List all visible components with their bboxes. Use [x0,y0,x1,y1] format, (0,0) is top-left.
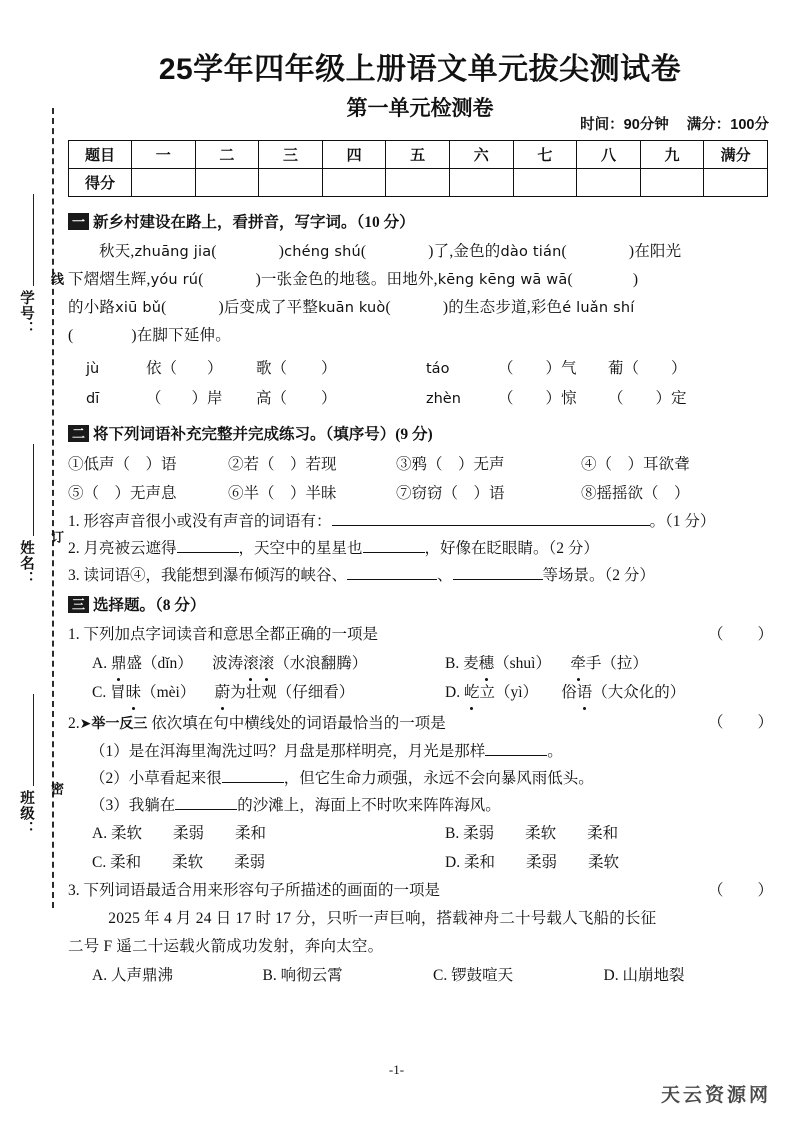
section-heading-1 [68,210,774,236]
cloze-text: 的小路 [68,299,116,316]
score-table-score-label: 得分 [69,169,132,197]
option-c[interactable]: C. 柔和 柔软 柔弱 [92,854,266,871]
option-b[interactable]: B. 麦穗（shuì） 牵手（拉） [445,649,648,678]
answer-blank[interactable] [453,579,543,580]
section-points-1: （10 分） [356,214,415,231]
answer-blank[interactable] [347,579,437,580]
score-table-col-5: 五 [386,141,450,169]
section-3-q2-options-row-1 [68,819,774,848]
paren-open: ( [360,243,367,260]
seal-word-bind: 订 [49,530,64,543]
section-3-q1-options-row-2 [68,678,774,707]
score-table-col-total: 满分 [704,141,768,169]
char-an-blank: （ ）岸 [146,390,223,407]
paren-open: ( [561,243,567,260]
score-cell-9[interactable] [640,169,704,197]
score-table-col-6: 六 [449,141,513,169]
question-points: 等场景。（2 分） [542,567,655,584]
pinyin-chengshu: chéng shú [284,244,361,260]
sentence-text: 。 [547,743,563,760]
seal-word-seal: 密 [49,782,64,795]
paren-close: ) [632,271,639,288]
page-subtitle: 第一单元检测卷 [346,97,494,120]
paren-open: ( [68,327,74,344]
section-2-question-1 [68,508,774,535]
score-cell-1[interactable] [132,169,196,197]
pinyin-row-1 [68,354,774,384]
page-number: -1- [388,1062,405,1077]
cloze-text: )了,金色的 [428,243,501,260]
char-yi-blank: 依（ ） [146,360,223,377]
option-c[interactable]: C. 锣鼓喧天 [433,967,514,984]
section-3-question-2-stem [68,709,774,738]
char-ding-blank: （ ）定 [608,390,687,407]
paren-open: ( [385,299,391,316]
section-3-question-1-stem [68,621,774,649]
score-table-col-8: 八 [577,141,641,169]
sentence-text: （1）是在洱海里淘洗过吗？月盘是那样明亮，月光是那样 [90,743,486,760]
exam-total-score: 满分：100分 [686,117,769,133]
seal-field-class [16,690,50,837]
paren-open: ( [198,271,204,288]
question-text: 3. 下列词语最适合用来形容句子所描述的画面的一项是 [68,882,441,899]
section-heading-3 [68,593,774,619]
paren-open: ( [161,299,167,316]
question-text: ，天空中的星星也 [238,540,363,557]
idiom-7[interactable]: ⑦窃窃（ ）语 [396,485,505,502]
score-cell-4[interactable] [322,169,386,197]
section-title-3: 选择题。 [93,597,156,614]
sentence-text: 的沙滩上，海面上不时吹来阵阵海风。 [237,797,501,814]
question-text: 1. 下列加点字词读音和意思全都正确的一项是 [68,626,379,643]
exam-time: 时间：90分钟 [580,117,669,133]
idiom-4[interactable]: ④（ ）耳欲聋 [581,456,690,473]
seal-label-class: 班级： [18,790,34,837]
sentence-text: ，但它生命力顽强，永远不会向暴风雨低头。 [283,770,594,787]
answer-blank[interactable] [177,552,239,553]
section-3-q2-sentence-2 [68,765,774,792]
option-d[interactable]: D. 屹立（yì） 俗语（大众化的） [445,678,685,707]
section-3-q2-sentence-3 [68,792,774,819]
score-table-col-3: 三 [259,141,323,169]
score-table-col-1: 一 [132,141,196,169]
sentence-text: （3）我躺在 [90,797,176,814]
option-d[interactable]: D. 山崩地裂 [603,967,685,984]
pinyin-zhen: zhèn [426,391,461,407]
section-3-q3-passage-line-1: 2025 年 4 月 24 日 17 时 17 分，只听一声巨响，搭载神舟二十号载人飞船的长征 [108,910,657,927]
score-cell-6[interactable] [449,169,513,197]
exam-content [68,210,774,990]
option-b[interactable]: B. 柔弱 柔软 柔和 [445,825,619,842]
score-table-header-label: 题目 [69,141,132,169]
score-table-col-9: 九 [640,141,704,169]
pinyin-ju: jù [86,361,100,377]
question-text: 1. 形容声音很小或没有声音的词语有： [68,513,332,530]
jyfs-badge-icon: ➤举一反三 [79,715,148,731]
cloze-text: )后变成了平整 [218,299,319,316]
score-cell-7[interactable] [513,169,577,197]
idiom-3[interactable]: ③鸦（ ）无声 [396,456,505,473]
section-2-question-3 [68,562,774,589]
answer-blank[interactable] [485,755,547,756]
score-cell-8[interactable] [577,169,641,197]
section-1-cloze-paragraph-4 [68,322,774,350]
pinyin-kengkengwawa: kēng kēng wā wā [437,272,568,288]
paren-open: ( [211,243,217,260]
question-points: 。（1 分） [649,513,716,530]
section-number-badge-2: 二 [68,425,89,442]
pinyin-di: dī [86,391,100,407]
pinyin-kuankuo: kuān kuò [318,300,386,316]
seal-rule-2 [33,444,34,536]
seal-rule-1 [33,194,34,286]
section-3-q3-passage-line-2: 二号 F 遥二十运载火箭成功发射，奔向太空。 [68,938,384,955]
option-c[interactable]: C. 冒昧（mèi） 蔚为壮观（仔细看） [92,678,445,707]
option-a[interactable]: A. 柔软 柔弱 柔和 [92,825,266,842]
page-title: 25学年四年级上册语文单元拔尖测试卷 [158,53,682,86]
pinyin-xiubu: xiū bǔ [115,300,162,316]
char-gao-blank: 高（ ） [256,390,337,407]
score-table [68,140,768,197]
score-table-col-2: 二 [195,141,259,169]
seal-field-name [16,440,50,587]
section-3-q2-sentence-1 [68,738,774,765]
pinyin-row-2 [68,384,774,414]
option-a[interactable]: A. 人声鼎沸 [92,967,173,984]
cloze-text: )一张金色的地毯。田地外, [255,271,438,288]
question-points: ，好像在眨眼睛。（2 分） [424,540,599,557]
seal-rule-3 [33,694,34,786]
answer-blank[interactable] [363,552,425,553]
answer-parentheses[interactable]: （ ） [707,882,774,899]
seal-word-line: 线 [49,272,64,285]
section-3-q1-options-row-1 [68,649,774,678]
section-3-q2-options-row-2 [68,848,774,877]
question-text: 2. 月亮被云遮得 [68,540,177,557]
pinyin-tao: táo [426,361,450,377]
idiom-8[interactable]: ⑧摇摇欲（ ） [581,485,690,502]
question-text: 3. 读词语④，我能想到瀑布倾泻的峡谷、 [68,567,348,584]
pinyin-youru: yóu rú [150,272,199,288]
table-row [69,141,768,169]
score-table-col-7: 七 [513,141,577,169]
section-number-badge-1: 一 [68,213,89,230]
section-1-cloze-paragraph [68,238,774,266]
section-1-cloze-paragraph-2 [68,266,774,294]
section-title-2: 将下列词语补充完整并完成练习。 [93,426,326,443]
idiom-row-1 [68,450,774,479]
answer-blank[interactable] [332,525,650,526]
idiom-5[interactable]: ⑤（ ）无声息 [68,485,177,502]
paren-open: ( [567,271,573,288]
idiom-6[interactable]: ⑥半（ ）半昧 [228,485,337,502]
cloze-text: )在脚下延伸。 [131,327,231,344]
section-points-2: （填序号）(9 分) [325,426,433,443]
char-jing-blank: （ ）惊 [498,390,577,407]
score-cell-total[interactable] [704,169,768,197]
question-text: 、 [437,567,453,584]
seal-margin [0,0,70,1121]
char-pu-blank: 葡（ ） [608,360,687,377]
cloze-text: 秋天, [99,243,135,260]
section-points-3: （8 分） [155,597,206,614]
score-cell-5[interactable] [386,169,450,197]
section-heading-2 [68,422,774,448]
seal-label-student-id: 学号： [18,290,34,337]
section-3-question-3-stem [68,877,774,905]
idiom-2[interactable]: ②若（ ）若现 [228,456,337,473]
sentence-text: （2）小草看起来很 [90,770,222,787]
answer-blank[interactable] [175,809,237,810]
pinyin-eluanshi: é luǎn shí [562,300,635,316]
pinyin-zhuangjia: zhuāng jia [134,244,212,260]
score-cell-3[interactable] [259,169,323,197]
exam-meta [566,113,769,134]
seal-field-student-id [16,190,50,337]
section-2-question-2 [68,535,774,562]
option-d[interactable]: D. 柔和 柔弱 柔软 [445,854,619,871]
option-b[interactable]: B. 响彻云霄 [262,967,343,984]
section-number-badge-3: 三 [68,596,89,613]
score-table-col-4: 四 [322,141,386,169]
table-row [69,169,768,197]
cloze-text: 下熠熠生辉, [68,271,151,288]
cloze-text: )的生态步道,彩色 [442,299,563,316]
section-3-q3-options [68,961,774,990]
question-number: 2. [68,715,80,732]
paren-close: ) [278,243,285,260]
score-cell-2[interactable] [195,169,259,197]
answer-parentheses[interactable]: （ ） [707,714,774,731]
char-ge-blank: 歌（ ） [256,360,337,377]
idiom-row-2 [68,479,774,508]
idiom-1[interactable]: ①低声（ ）语 [68,456,177,473]
answer-parentheses[interactable]: （ ） [707,626,774,643]
option-a[interactable]: A. 鼎盛（dǐn） 波涛滚滚（水浪翻腾） [92,649,445,678]
seal-label-name: 姓名： [18,540,34,587]
cloze-text: )在阳光 [628,243,682,260]
section-1-cloze-paragraph-3 [68,294,774,322]
watermark: 天云资源网 [660,1085,771,1106]
char-qi-blank: （ ）气 [498,360,577,377]
pinyin-daotian: dào tián [500,244,562,260]
answer-blank[interactable] [222,782,284,783]
section-title-1: 新乡村建设在路上，看拼音，写字词。 [93,214,357,231]
question-text: 依次填在句中横线处的词语最恰当的一项是 [151,715,446,732]
